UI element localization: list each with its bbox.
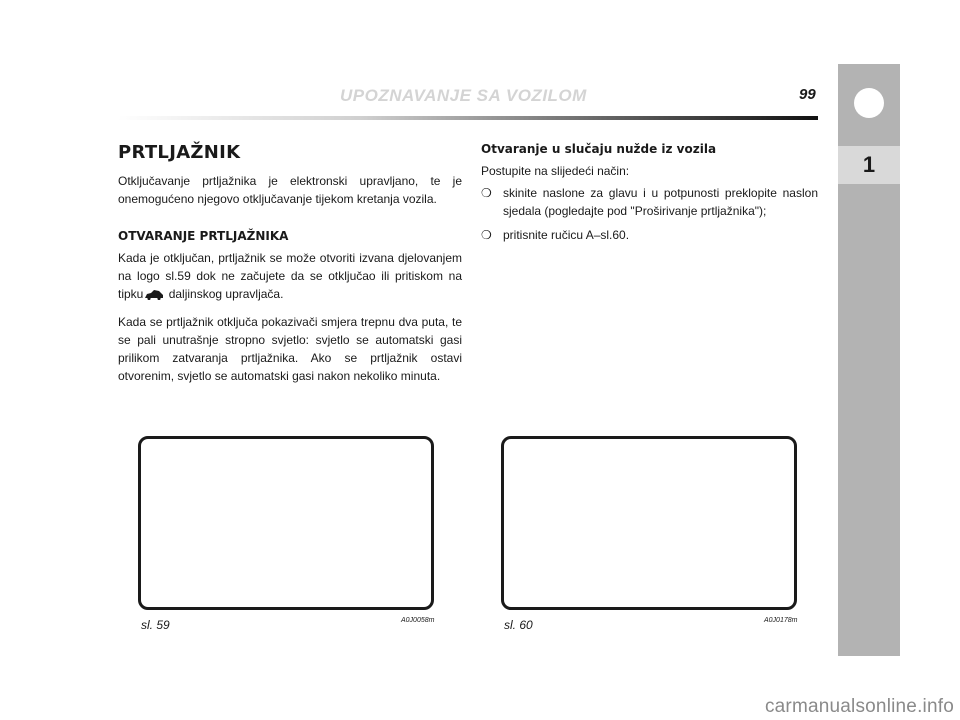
subheading-emergency: Otvaranje u slučaju nužde iz vozila bbox=[481, 142, 717, 156]
lead-paragraph: Postupite na slijedeći način: bbox=[481, 164, 630, 178]
chapter-tab[interactable]: 1 bbox=[838, 146, 900, 184]
figure-59-frame bbox=[138, 436, 434, 610]
subheading-opening: OTVARANJE PRTLJAŽNIKA bbox=[118, 229, 289, 243]
opening-text-start: Kada je otključan, prtljažnik se može otvoriti izvana djelovanjem na logo sl.59 dok ne začujete da se otključao ili pritiskom na tipku bbox=[118, 251, 462, 301]
figure-60-code: A0J0178m bbox=[764, 617, 798, 624]
section-title: PRTLJAŽNIK bbox=[118, 142, 241, 163]
car-trunk-icon bbox=[144, 287, 164, 305]
figure-59-caption: sl. 59 bbox=[141, 618, 170, 632]
intro-paragraph: Otključavanje prtljažnika je elektronski upravljano, te je onemogućeno njegovo otključavanje tijekom kretanja vozila. bbox=[118, 174, 462, 206]
watermark[interactable]: carmanualsonline.info bbox=[764, 696, 954, 717]
opening-text-end: daljinskog upravljača. bbox=[165, 287, 284, 301]
list-item-text: pritisnite ručicu A–sl.60. bbox=[503, 228, 630, 242]
list-item-text: skinite naslone za glavu i u potpunosti preklopite naslon sjedala (pogledajte pod "Proširivanje prtljažnika"); bbox=[503, 186, 818, 218]
header-rule bbox=[118, 116, 818, 120]
indicator-paragraph: Kada se prtljažnik otključa pokazivači smjera trepnu dva puta, te se pali unutrašnje stropno svjetlo: svjetlo se automatski gasi prilikom zatvaranja prtljažnika. Ako se prtljažnik ostavi otvorenim, svjetlo se automatski gasi nakon nekoliko minuta. bbox=[118, 315, 462, 383]
spacer bbox=[118, 216, 462, 229]
ring-bullet-icon: ❍ bbox=[481, 228, 492, 242]
ring-bullet-icon: ❍ bbox=[481, 186, 492, 200]
sidebar-circle-icon bbox=[854, 88, 884, 118]
list-item bbox=[481, 184, 818, 220]
left-column bbox=[118, 142, 462, 393]
page-number: 99 bbox=[799, 86, 816, 103]
right-column bbox=[481, 142, 818, 250]
header-title: UPOZNAVANJE SA VOZILOM bbox=[340, 86, 587, 105]
figure-59-code: A0J0058m bbox=[401, 617, 435, 624]
figure-60-frame bbox=[501, 436, 797, 610]
list-item bbox=[481, 226, 818, 244]
figure-60-caption: sl. 60 bbox=[504, 618, 533, 632]
opening-paragraph bbox=[118, 249, 462, 305]
